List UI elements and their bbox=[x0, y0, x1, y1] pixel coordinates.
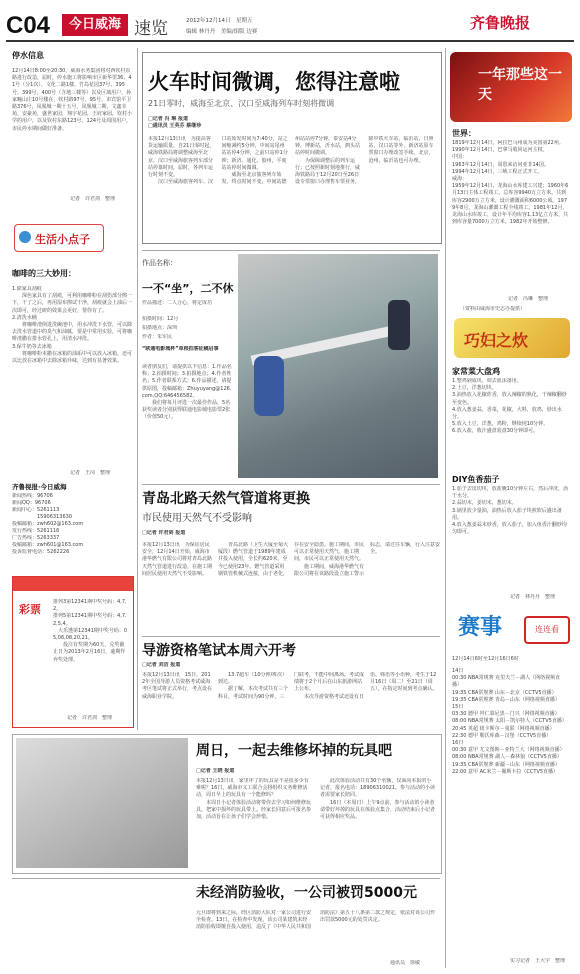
world-note: （资料由威海市史志办提供） bbox=[460, 306, 526, 312]
recipe-sign: 记者 林丹丹 整理 bbox=[510, 594, 556, 600]
section-label: 今日威海 bbox=[62, 14, 128, 36]
sports-stamp: 连连看 bbox=[524, 616, 570, 644]
artwork-column: “联通电影城杯”草根拍客征稿启事 bbox=[142, 346, 219, 352]
hotline-title: 齐鲁视报·今日威海 bbox=[12, 483, 67, 491]
recipe-body-2: 1.茄子去皮切块，放盐腌10分钟左右，然后冲洗，沥干水分。 2.蒜切末，姜切末，葱切末。 3.锅里放少量油，油热后放入茄子块煎软后盛出备用。 4.放入葱姜蒜末炒香，放入茄子，加入鱼香汁翻炒均匀即可。 bbox=[452, 486, 569, 536]
hotline-line: 15906313630 bbox=[12, 514, 72, 520]
train-byline: □记者 冯 琳 报道 □通讯员 王英芬 蔡继珍 bbox=[148, 116, 202, 130]
lightbulb-icon bbox=[19, 231, 31, 243]
fire-body: 元旦即将到来之际，经区消防大队对一家公司进行安全检查。13日，在检查中发现，该公司某建筑未经消防验收即擅自投入使用，违反了《中华人民共和国消防法》第五十八条第二款之规定，依法对该公司作出罚款5000元的处罚决定。 bbox=[196, 910, 436, 931]
sports-header: 12月14日6时至12月16日6时 bbox=[452, 656, 519, 662]
sports-banner bbox=[454, 606, 570, 648]
world-body: 1819年12月14日，阿拉巴马州成为美国第22州。 1990年12月14日，巴拿马收回运河主权。 中国： 1963年12月14日，周恩来访问亚非14国。 1994年12月14日，三峡工程正式开工。 威海： 1959年12月14日，龙海山水库建工兴建；1960年6月13日主体工程竣工，总库容9940万立方米。共到库容2900万立方米，设计灌溉面积6000公顷。1979年8月，龙海山灌溉工程全线竣工。1981年12月，龙海山水库竣工，设计年平均库容1.13亿立方米，共到库容量7000万立方米。1982年开始整修。 bbox=[452, 140, 569, 226]
gas-subtitle: 市民使用天然气不受影响 bbox=[142, 513, 252, 524]
divider bbox=[12, 878, 440, 879]
hotline-line: 新闻热线：96706 bbox=[12, 493, 53, 499]
sports-sign: 实习记者 王大宇 整理 bbox=[510, 958, 566, 964]
toys-title: 周日，一起去维修坏掉的玩具吧 bbox=[196, 743, 392, 759]
gas-title: 青岛北路天然气管道将更换 bbox=[142, 491, 310, 507]
page-number: C04 bbox=[6, 12, 51, 39]
artwork-body: 读者朋友们，请提供以下信息：1.作品名称；2.拍摄时间；3.拍摄地点；4.作者姓名；5.作者联系方式；6.作品描述。请提供原图，投稿邮箱：Zhuyuyang@126.com,QQ:646456582。 我们将每月评选一次最佳作品，5名获奖读者分别获得联通电影城电影票2张（价值50元）。 bbox=[142, 364, 232, 421]
exam-body: 本报12月13日讯 15日，2012年全国导游人员资格考试威海考区笔试将正式举行，考点设在威海职业学院。 13.7超车（10分钟/班次）到达。 据了解，本次考试共有三个科目，考试时间为90分钟，三门联考，不能中间离场。考试成绩将于2个月后在山东旅游网站上公布。 本次导游资格考试还设有日语、韩语等小语种，考生于12月16日（周二）至21日（周五），在指定时间到考点确认。 bbox=[142, 672, 438, 700]
hotline-box bbox=[12, 482, 132, 560]
lottery-title: 彩票 bbox=[19, 603, 41, 616]
hotline-line: 投稿邮箱：zwh602@163.com bbox=[12, 521, 84, 527]
artwork-title: 一不“坐”，二不休 bbox=[142, 282, 234, 295]
hotline-line: 投稿邮箱：zwh601@163.com bbox=[12, 542, 84, 548]
lottery-header-bar bbox=[13, 577, 133, 591]
hotline-line: 投诉监督电话：5262226 bbox=[12, 549, 70, 555]
fire-sign: 通讯员 徐敏 bbox=[390, 960, 421, 966]
recipe-title-2: DIY鱼香茄子 bbox=[452, 475, 500, 484]
notice-sign: 记者 许君剑 整理 bbox=[70, 196, 116, 202]
gas-byline: □记者 许君剑 报道 bbox=[142, 530, 186, 536]
toys-byline: □记者 王晓 报道 bbox=[196, 768, 235, 774]
divider bbox=[142, 484, 440, 485]
sports-body: 14日 00:30 NBA常规赛 克里夫兰－湖人（网络视频直播） 19:35 CBA常规赛 山东－北京（CCTV5直播） 19:35 CBA常规赛 青岛－山东（网络视频直播） 15日 03:30 德甲 拜仁慕尼黑－门兴（网络视频直播） 08:00 NBA常规赛 太阳－凯尔特人（CCTV5直播） 20:45 英超 纽卡斯尔－曼联（网络视频直播） 22:30 德甲 勒沃库森－汉堡（CCTV5直播） 16日 00:30 意甲 尤文图斯－亚特兰大（网络视频直播） 08:00 NBA常规赛 湖人－森林狼（CCTV5直播） 19:35 CBA常规赛 新疆－山东（网络视频直播） 22:00 意甲 AC米兰－佩斯卡拉（CCTV5直播） bbox=[452, 668, 567, 775]
life-banner bbox=[14, 224, 104, 252]
exam-title: 导游资格笔试本周六开考 bbox=[142, 643, 296, 659]
toys-photo bbox=[16, 738, 188, 868]
divider bbox=[137, 48, 138, 730]
life-banner-text: 生活小点子 bbox=[35, 233, 90, 246]
artwork-photo bbox=[238, 254, 438, 478]
world-sign: 记者 冯琳 整理 bbox=[508, 296, 549, 302]
lottery-box bbox=[12, 576, 134, 728]
train-title: 火车时间微调，您得注意啦 bbox=[148, 69, 400, 94]
coffee-title: 咖啡的三大妙用： bbox=[12, 269, 76, 278]
sports-banner-text: 赛事 bbox=[458, 614, 503, 640]
fire-title: 未经消防验收，一公司被罚5000元 bbox=[196, 885, 417, 901]
recipe-body-1: 1.整鸡剁成块，焯去血沫备用。 2.土豆，洋葱切块。 3.油热放入花椒炸香，放入辣椒的熟化，干辣椒翻炒至变色。 4.放入葱姜蒜，香菜，花椒，大料，放鸡，炒出水分。 5.放入土豆，洋葱，鸡粉，继续炖10分钟。 6.放入盐，收汁盛盘装盘30分钟即可。 bbox=[452, 378, 567, 435]
header-rule bbox=[6, 40, 574, 42]
editors: 编辑 林丹丹 美编/组版 边赛 bbox=[186, 29, 258, 35]
recipe-title-1: 家常菜大盘鸡 bbox=[452, 367, 500, 376]
hotline-line: 新闻QQ：96706 bbox=[12, 500, 51, 506]
artwork-line: 作品描述：二人合心，将定成功 bbox=[142, 300, 213, 306]
newspaper-logo: 齐鲁晚报 bbox=[470, 14, 531, 32]
train-subtitle: 21日零时，威海至北京、汉口至威海列车时刻将微调 bbox=[148, 99, 335, 108]
artwork-line: 作者：朱军民 bbox=[142, 334, 173, 340]
person-shape bbox=[254, 356, 284, 416]
gas-body: 本报12月13日讯 为保证居民安全，12月14日开始，威海市港华燃气有限公司将对青岛北路天然气管道进行改造，在施工期间居民使用天然气不受影响。 青岛北路（卫生大厦至菊大厦段）燃气管道于1989年建成并投入使用，全长约620米，至今已使用23年。燃气管道采用钢铁管机械式连接，由于老化，存在安全隐患。施工期间，市民可以正常使用天然气，施工期间，市民可以正常使用天然气。 施工期间，威海港华燃气有限公司将在该路段设立施工警示标志，请过往车辆、行人注意安全。 bbox=[142, 542, 440, 577]
person-shape bbox=[388, 300, 410, 350]
artwork-line: 拍摄地点：深圳 bbox=[142, 325, 178, 331]
hotline-line: 新闻中心：5261113 bbox=[12, 507, 60, 513]
lottery-sign: 记者 许君剑 整理 bbox=[67, 715, 113, 721]
recipe-banner bbox=[454, 318, 570, 358]
exam-byline: □记者 刘洁 报道 bbox=[142, 662, 181, 668]
recipe-banner-text: 巧妇之炊 bbox=[464, 331, 529, 350]
notice-title: 停水信息 bbox=[12, 51, 44, 60]
divider bbox=[142, 636, 440, 637]
notice-body: 12月14日8:00至20:30，威海水务集团将对西钦村东路进行改造，届时，停水施工将影响市区新华里36、41号（分1次）、文化二路1楼、竹岛花园37号，395号，399号，400号（含地三楼等）以及区域用户，孙家疃山庄10号楼在，钦村路97号、95号、市宾馆平卫路376号，凤凰城一期十五号，凤凰城二期，文鑫幸苑，安豪苑，盛世家园，翔宇花园，王府家园，钦村小学的用户，以及钦村东路123号，124号及周围用户，市民停水期间做好准备。 bbox=[12, 68, 132, 132]
column-label: 速览 bbox=[134, 19, 168, 39]
hotline-line: 发行热线：5261116 bbox=[12, 528, 60, 534]
world-title: 世界： bbox=[452, 129, 476, 138]
issue-date: 2012年12月14日 星期五 bbox=[186, 18, 253, 24]
hotline-line: 广告热线：5263337 bbox=[12, 535, 60, 541]
lottery-body: 排列3第12341期中奖号码：4,7,2。 排列5第12341期中奖号码：4,7,2,5,4。 大乐透第12341期中奖号码：05,06,08,20,21。 投注有奖期为60天，兑奖截止日为2013年2月16日，逾期作弃奖处理。 bbox=[53, 599, 128, 663]
divider bbox=[445, 48, 446, 968]
coffee-sign: 记者 王岗 整理 bbox=[70, 470, 111, 476]
divider bbox=[142, 250, 440, 251]
train-body: 本报12月13日讯 为提高客货运输质量，自21日零时起，威海铁路局将调整威海至北京、汉口至威海旅客列车部分站停靠时间，届时，各列车运行时刻不变。 汉口至威海旅客列车、汉口站始发时间为7:40分，站之间缩减约5分钟，中间站尾州站站停4分钟，之前只站停1分钟；新济、通化，胶州，平度站站停时间微调。 威海至北京旅客列车始发，终点时间不变，中间站德州站站停7分钟，泰安站4分钟，博新站，沂水站，泗头站站停时间微调。 为保障调整后的列车运行；已按照新时刻地推行，威海铁路局于12月20日至26日设专票窗口办理售车票业务，除中铁火车站，临沂站，日照站，汉口站等外，新济站原车票窗口办理改签手续。北京，沧州，临沂站也可办理。 bbox=[148, 136, 434, 186]
artwork-label: 作品名称： bbox=[142, 259, 177, 267]
history-banner bbox=[450, 52, 572, 122]
history-banner-text: 一年那些这一天 bbox=[478, 67, 562, 103]
coffee-body: 1.除家具刮痕 深色家具有了刮痕，可利用咖啡粉在刮伤部分擦一下，干了之后，再用湿布擦试干净，刮痕就会上油后一次即可，经过研的效果会更好，帮你有了。 2.清洗水桶 将咖啡渣倒进洗碗池中，用水冲洗下水管，可以除去洗水管道中的臭气和油腻，要是中常用实验，可将咖啡渣撒在排水管孔上，用清水冲洗。 3.保牛奶等去冰箱 将咖啡粉末撒在冰箱的油垢中可以放入冰箱，还可以比放在冰箱中去除冰箱异味，达到有显著效果。 bbox=[12, 286, 132, 365]
artwork-line: 拍摄时间：12月 bbox=[142, 316, 179, 322]
toys-body: 本报12月13日讯 家里坏了的玩具是不是很多少有难呢？16日，威海市义工联合会将组织义务维修活动，周日早上的玩具有一个能修吗？ 本周日小记者体验活动将带你去学习如何维修玩具，把家中损坏的玩具带上。经家长同意后可报名参加，活动旨在让孩子们学会珍惜。 此次体验活动共有30个名额，仅面向本报的小记者，报名电话：18906310021。参与活动的小读者需要家长陪同。 16日（本周日）上午9点前，参与活动的小读者请带好坏掉的玩具在体验点集合，活动结束后小记者可获得相应奖品。 bbox=[196, 778, 436, 821]
